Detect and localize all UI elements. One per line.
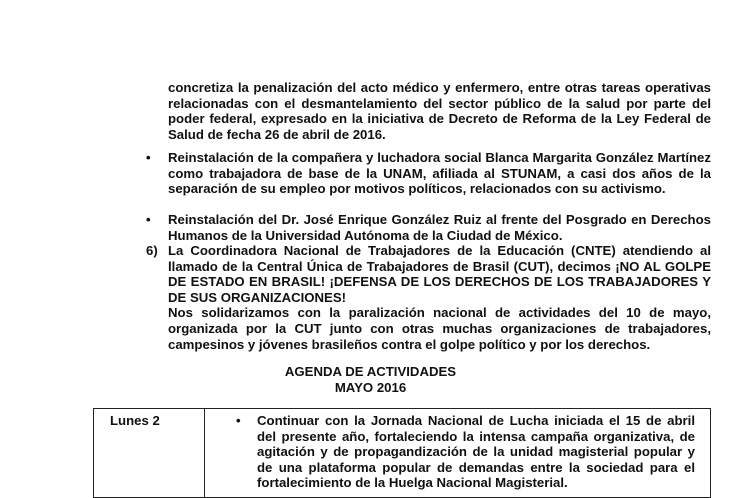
bullet-icon: • xyxy=(146,150,151,165)
table-cell-activity: Continuar con la Jornada Nacional de Lucha iniciada el 15 de abril del presente año, fortaleciendo la intensa campaña organizativa, de agitación y de propagandización de la unidad magisterial popular y de una plataforma popular de demandas entre la sociedad para el fortalecimiento de la Huelga Nacional Magisterial. xyxy=(257,413,695,491)
item-number: 6) xyxy=(146,243,158,258)
item-text: La Coordinadora Nacional de Trabajadores de la Educación (CNTE) atendiendo al llamado de la Central Única de Trabajadores de Brasil (CUT), decimos ¡NO AL GOLPE DE ESTADO EN BRASIL! ¡DEFENSA DE LOS DERECHOS DE LOS TRABAJADORES Y DE SUS ORGANIZACIONES! xyxy=(168,243,711,305)
table-cell-day: Lunes 2 xyxy=(110,413,160,428)
item-follow-text: Nos solidarizamos con la paralización nacional de actividades del 10 de mayo, organizada por la CUT junto con otras muchas organizaciones de trabajadores, campesinos y jóvenes brasileños contra el golpe político y por los derechos. xyxy=(168,305,711,352)
paragraph-continuation: concretiza la penalización del acto médico y enfermero, entre otras tareas operativas relacionadas con el desmantelamiento del sector público de la salud por parte del poder federal, expresado en la iniciativa de Decreto de Reforma de la Ley Federal de Salud de fecha 26 de abril de 2016. xyxy=(168,80,711,142)
bullet-text: Reinstalación del Dr. José Enrique González Ruiz al frente del Posgrado en Derechos Humanos de la Universidad Autónoma de la Ciudad de México. xyxy=(168,212,711,243)
bullet-text: Reinstalación de la compañera y luchadora social Blanca Margarita González Martínez como trabajadora de base de la UNAM, afiliada al STUNAM, a casi dos años de la separación de su empleo por motivos políticos, relacionados con su activismo. xyxy=(168,150,711,197)
agenda-subtitle: MAYO 2016 xyxy=(334,380,407,395)
table-column-divider xyxy=(204,409,205,497)
bullet-item-reinstatement-blanca xyxy=(146,150,711,197)
bullet-icon: • xyxy=(236,413,241,428)
agenda-table xyxy=(93,408,711,498)
numbered-item-6 xyxy=(146,243,711,352)
bullet-item-reinstatement-jose xyxy=(146,212,711,243)
bullet-icon: • xyxy=(146,212,151,227)
agenda-title: AGENDA DE ACTIVIDADES xyxy=(284,364,457,379)
